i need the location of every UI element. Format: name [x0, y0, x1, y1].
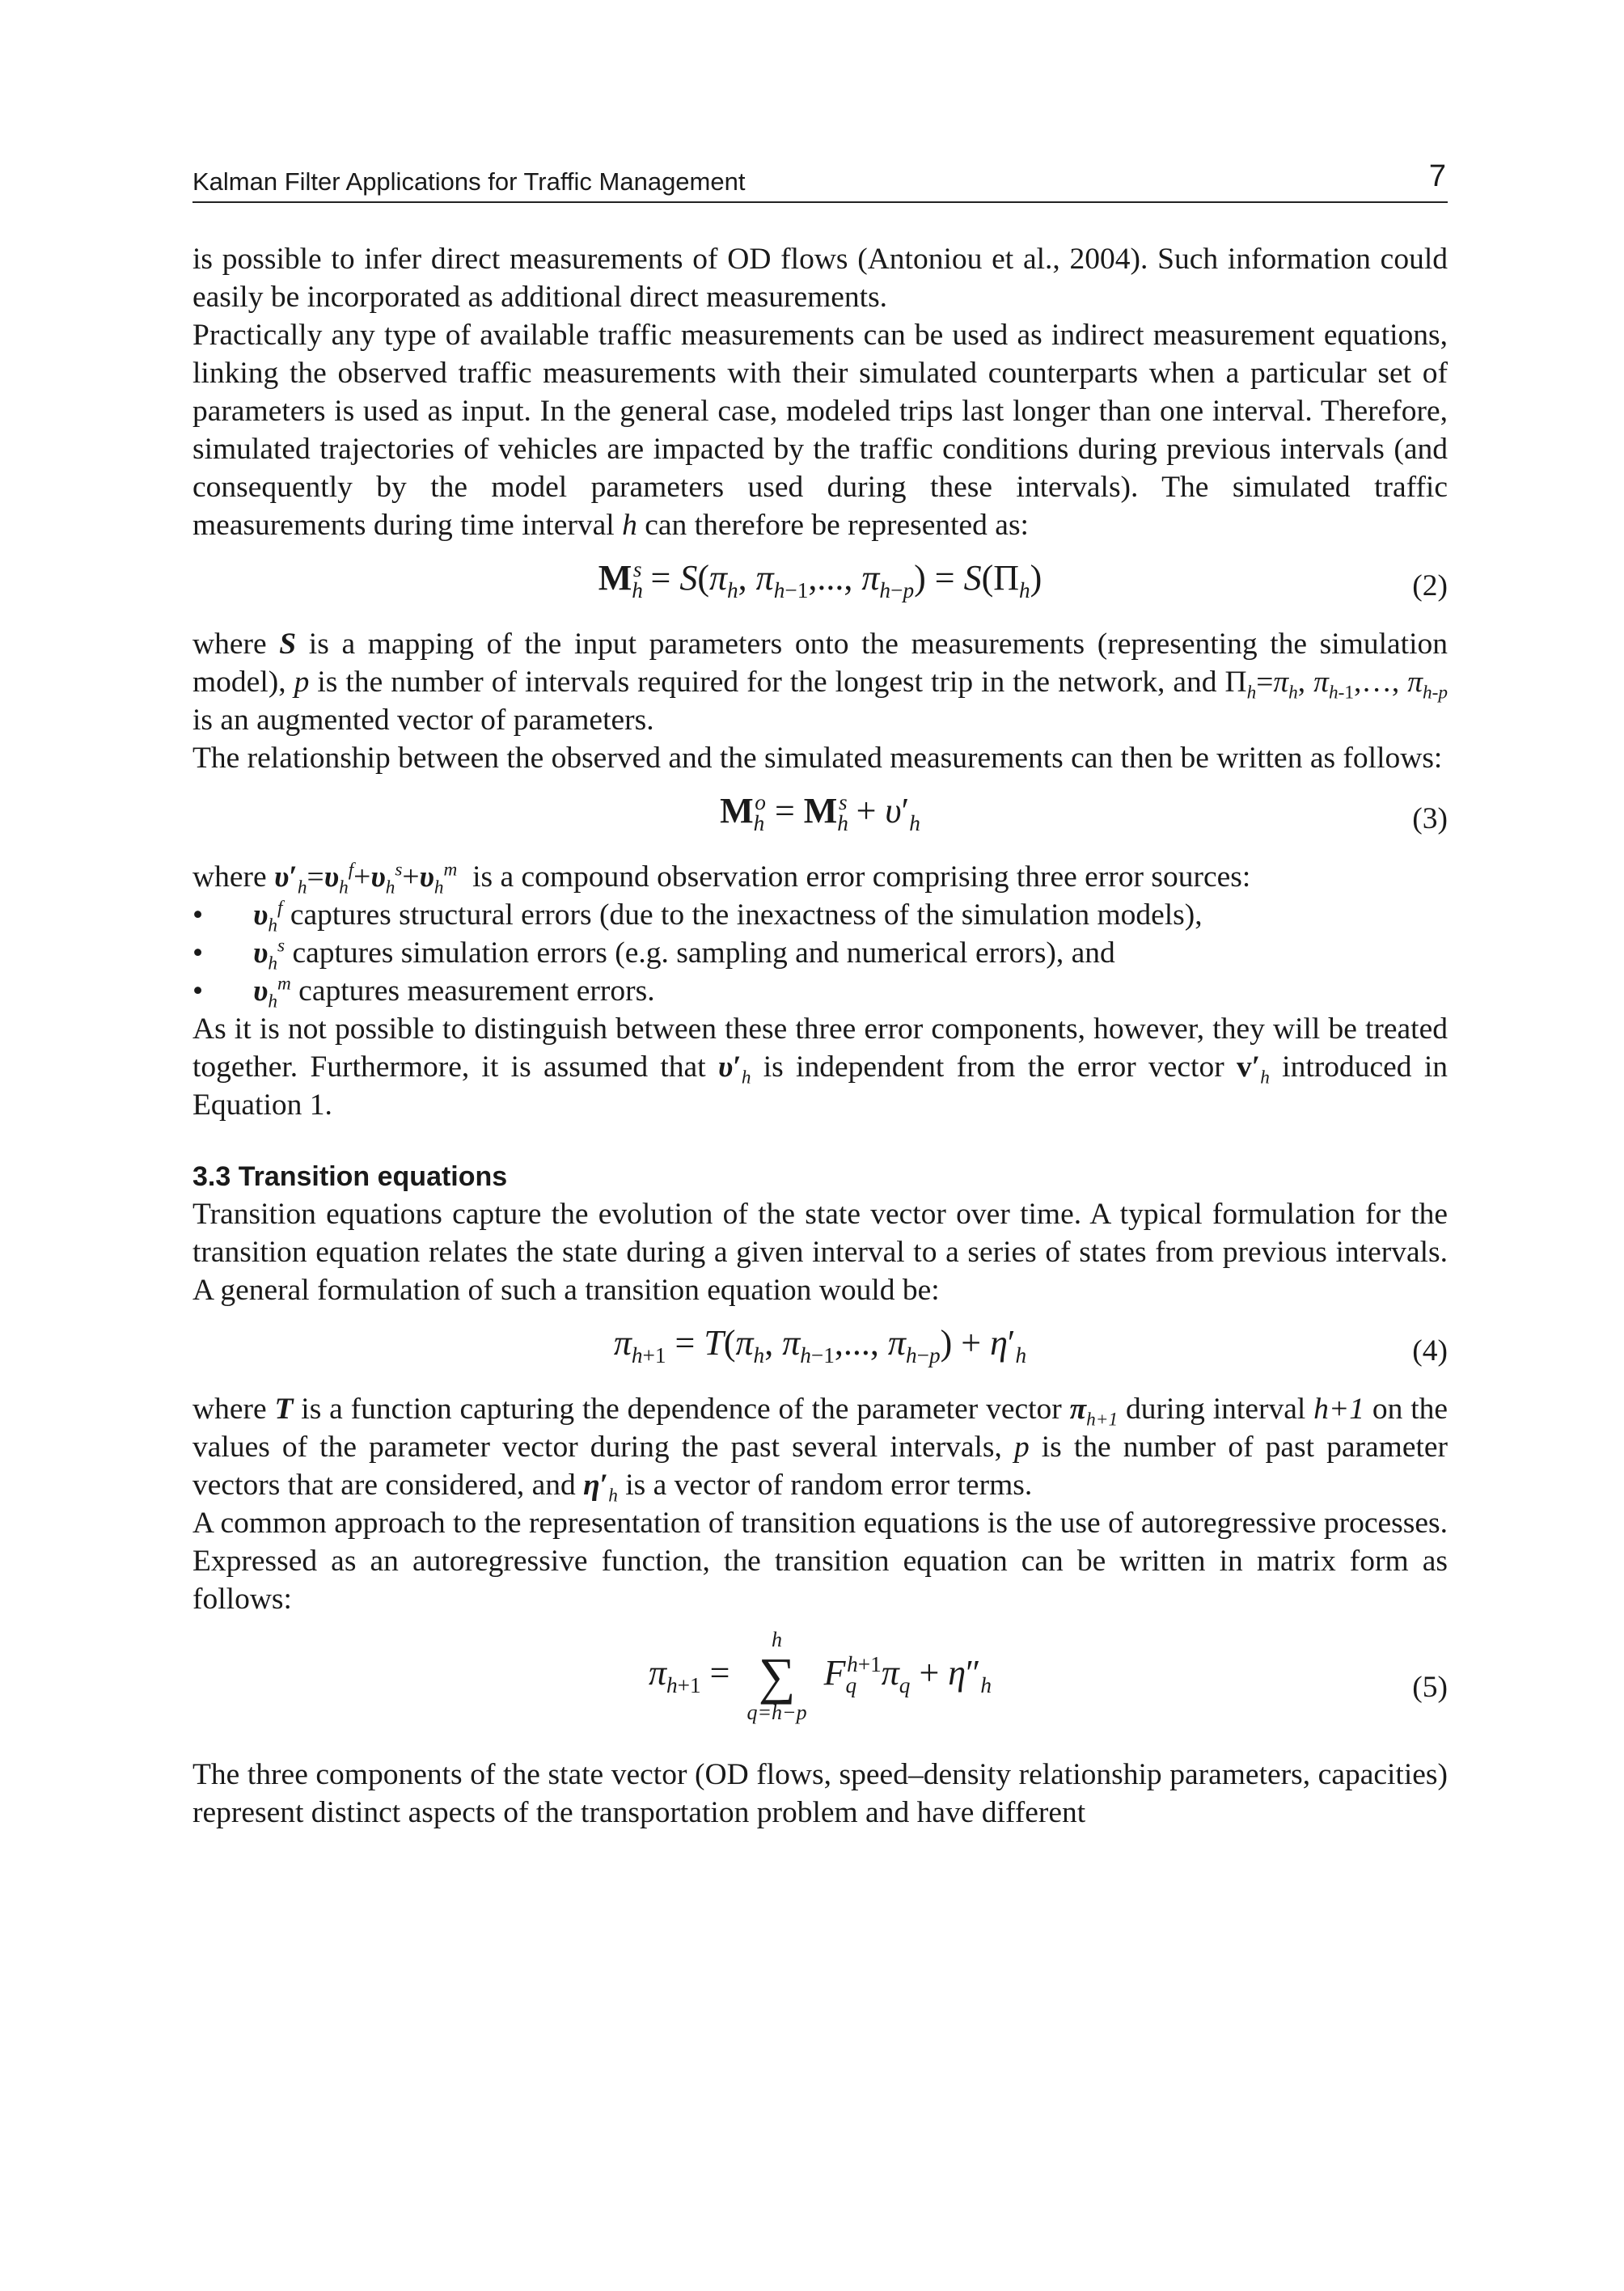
header-title: Kalman Filter Applications for Traffic Management: [192, 167, 746, 196]
paragraph-7: Transition equations capture the evolution of the state vector over time. A typical formulation for the transition equation relates the state during a given interval to a series of states from previous intervals. A general formulation of such a transition equation would be:: [192, 1198, 1448, 1307]
error-source-list: [192, 896, 1448, 1010]
equation-3: [192, 777, 1448, 858]
paragraph-9: A common approach to the representation of transition equations is the use of autoregressive processes. Expressed as an autoregressive function, the transition equation can be written in matrix form as follows:: [192, 1507, 1448, 1616]
section-heading: 3.3 Transition equations: [192, 1161, 508, 1192]
paragraph-1: is possible to infer direct measurements of OD flows (Antoniou et al., 2004). Such information could easily be incorporated as additional direct measurements.: [192, 243, 1448, 314]
list-item: • $\upsilon_h^s$ captures simulation errors (e.g. sampling and numerical errors), and: [192, 935, 1115, 974]
paragraph-10: The three components of the state vector (OD flows, speed–density relationship parameters, capacities) represent distinct aspects of the transportation problem and have different: [192, 1758, 1448, 1829]
paragraph-6: As it is not possible to distinguish between these three error components, however, they will be treated together. Furthermore, it is assumed that $\upsilon'_h$ is independent from the error vector $v'_h$ introduced in Equation 1.: [192, 1012, 1448, 1122]
page-number: 7: [1428, 159, 1446, 193]
paragraph-5: where $\upsilon'_h=\upsilon_h^f+\upsilon_h^s+\upsilon_h^m$ is a compound observation error comprising three error sources:: [192, 859, 1251, 898]
paragraph-3: where S is a mapping of the input parameters onto the measurements (representing the simulation model), p is the number of intervals required for the longest trip in the network, and $\Pi_h=\pi_h$, $\pi_{h-1},\dots$, $\pi_{h-p}$ is an augmented vector of parameters.: [192, 628, 1448, 737]
equation-3-body: $M_h^o = M_h^s + \upsilon'_h$: [720, 790, 920, 835]
equation-2-number: (2): [1412, 569, 1448, 602]
paragraph-2: Practically any type of available traffic measurements can be used as indirect measurement equations, linking the observed traffic measurements with their simulated counterparts when a particular set of parameters is used as input. In the general case, modeled trips last longer than one interval. Therefore, simulated trajectories of vehicles are impacted by the traffic conditions during previous intervals (and consequently by the model parameters used during these intervals). The simulated traffic measurements during time interval h can therefore be represented as:: [192, 319, 1448, 542]
paragraph-8: where T is a function capturing the dependence of the parameter vector $\pi_{h+1}$ during interval h+1 on the values of the parameter vector during the past several intervals, p is the number of past parameter vectors that are considered, and $\eta'_h$ is a vector of random error terms.: [192, 1393, 1448, 1507]
equation-4-body: $\pi_{h+1} = T(\pi_h$, $\pi_{h-1}$,..., $\pi_{h-p}) + \eta'_h$: [613, 1323, 1027, 1367]
equation-5-number: (5): [1412, 1671, 1448, 1704]
body-text: [192, 240, 1448, 1832]
equation-5: [192, 1618, 1448, 1756]
paragraph-4: The relationship between the observed and the simulated measurements can then be written as follows:: [192, 742, 1443, 775]
equation-2: [192, 544, 1448, 625]
equation-4-number: (4): [1412, 1334, 1448, 1367]
list-item: • $\upsilon_h^m$ captures measurement errors.: [192, 973, 655, 1012]
equation-3-number: (3): [1412, 802, 1448, 835]
summation-symbol: h ∑ q=h−p: [746, 1628, 807, 1724]
equation-2-body: $M_h^s = S(\pi_h$, $\pi_{h-1}$,..., $\pi_{h-p}) = S(\Pi_h)$: [598, 557, 1042, 602]
running-header: [192, 159, 1448, 203]
equation-5-body: $\pi_{h+1}$ = h ∑ q=h−p $F_q^{h+1}\pi_q + \eta''_h$: [648, 1628, 992, 1724]
list-item: • $\upsilon_h^f$ captures structural errors (due to the inexactness of the simulation models),: [192, 897, 1203, 936]
equation-4: [192, 1309, 1448, 1390]
